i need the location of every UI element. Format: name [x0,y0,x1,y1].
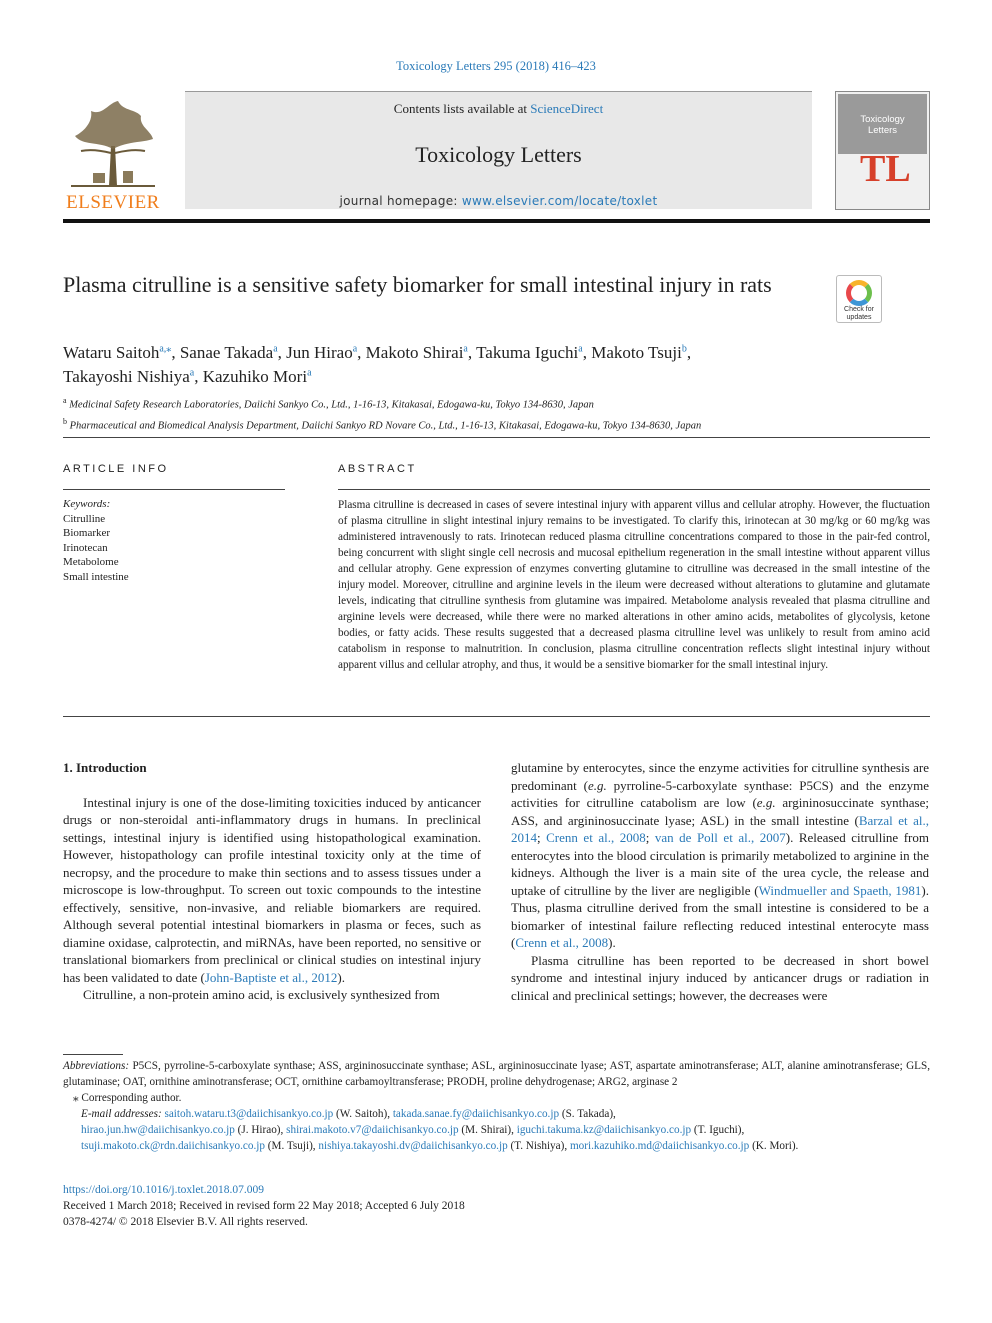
elsevier-tree-logo[interactable] [63,91,181,213]
author-affiliation-marker[interactable]: a,⁎ [159,343,172,355]
keyword: Biomarker [63,527,111,539]
elsevier-wordmark: ELSEVIER [66,192,160,213]
keywords-rule [63,489,285,490]
email-footnote [63,1106,930,1154]
corresponding-author-note: ⁎ Corresponding author. [73,1092,182,1104]
email-link[interactable]: hirao.jun.hw@daiichisankyo.co.jp [81,1124,235,1136]
text-run: Intestinal injury is one of the dose-limiting toxicities induced by anticancer drugs or non-steroidal anti-inflammatory drugs in humans. In preclinical settings, intestinal injury is identified using histopathological examination. However, histopathology can profile intestinal toxicity only at the time of necropsy, and the procedure to make thin sections and to assess tissues under a microscope is low-throughput. To screen out toxic compounds to the intestine effectively, sensitive, non-invasive, and reliable biomarkers are required. Although several potential intestinal biomarkers in plasma or feces, such as diamine oxidase, calprotectin, and miRNAs, have been reported, no sensitive or translational biomarkers from preclinical or clinical studies on intestinal injury has been validated to date ( [63,794,481,985]
keyword: Metabolome [63,556,119,568]
check-updates-label-2: updates [846,314,872,321]
article-meta [63,1182,930,1230]
homepage-prefix: journal homepage: [339,194,462,208]
abstract-text: Plasma citrulline is decreased in cases of severe intestinal injury with apparent villus and cellular atrophy. However, the fluctuation of plasma citrulline in slight intestinal injury remains to be investigated. To clarify this, irinotecan at 30 mg/kg or 60 mg/kg was administered intravenously to rats. Irinotecan reduced plasma citrulline concentrations compared to those in the pair-fed control, being concurrent with slight single cell necrosis and mucosal epithelium regeneration in the small intestine without apparent villus and cellular atrophy. Gene expression of enzymes converting glutamine to citrulline was decreased in the small intestine of the injury model. Moreover, citrulline and arginine levels in the ileum were decreased without alterations to glutamine and glutamate levels, indicating that citrulline synthesis from glutamine was impaired. Metabolome analysis revealed that plasma citrulline and arginine levels were decreased, while there were no marked alterations in other amino acids, metabolites of glycolysis, ketone bodies, or fatty acids. These results suggested that a decreased plasma citrulline level was unlikely to result from amino acid catabolism in response to malnutrition. In conclusion, plasma citrulline concentration reflects slight intestinal injury without apparent villus and cellular atrophy, and thus, it would be a sensitive biomarker for the small intestinal injury. [338,499,930,671]
reference-link[interactable]: Crenn et al., 2008 [515,935,609,950]
author-name[interactable]: Takuma Iguchi [476,343,579,362]
author-name[interactable]: Makoto Tsuji [591,343,682,362]
check-updates-label-1: Check for [844,306,874,313]
author-affiliation-marker[interactable]: a [463,343,468,355]
abbreviations-text: P5CS, pyrroline-5-carboxylate synthase; ASS, argininosuccinate synthase; ASL, argininosuccinate lyase; AST, aspartate aminotransferase; ALT, alanine aminotransferase; GLS, glutaminase; OAT, ornithine aminotransferase; OCT, ornithine carbamoyltransferase; PRODH, proline dehydrogenase; ARG2, arginase 2 [63,1060,930,1088]
author-separator: , [467,343,477,362]
affiliation-a [63,393,923,414]
text-run: argininosuccinate synthase; ASS, and argininosuccinate lyase; ASL) in the small intestine ( [511,795,929,828]
keyword: Small intestine [63,570,129,583]
reference-link[interactable]: Barzal et al., 2014 [511,812,929,845]
email-link[interactable]: nishiya.takayoshi.dv@daiichisankyo.co.jp [318,1140,508,1152]
journal-citation[interactable]: Toxicology Letters 295 (2018) 416–423 [396,59,596,73]
keywords-block [63,497,285,584]
check-updates-icon [846,280,872,306]
body-column-left [63,759,481,1004]
journal-title: Toxicology Letters [415,142,582,167]
author-name[interactable]: Makoto Shirai [365,343,464,362]
affiliations [63,393,923,434]
email-link[interactable]: shirai.makoto.v7@daiichisankyo.co.jp [286,1124,459,1136]
author-separator: , [194,367,203,386]
reference-link[interactable]: John-Baptiste et al., 2012 [204,969,338,985]
affiliation-b [63,414,923,435]
email-owner: (M. Shirai), [458,1124,517,1136]
divider [63,716,930,717]
cover-tl-logo: TL [860,148,911,190]
sciencedirect-link[interactable]: ScienceDirect [530,101,604,116]
paragraph: Plasma citrulline has been reported to be decreased in short bowel syndrome and intestinal injury induced by anticancer drugs or radiation in clinical and preclinical settings; however, the decreases were [511,952,929,1003]
paragraph [511,759,929,952]
text-run: ). Released citrulline from enterocytes into the blood circulation is primarily metabolized to arginine in the kidneys. Although the liver is a main site of the urea cycle, the release and uptake of citrulline by the liver are negligible ( [511,830,929,898]
text-run: ). [608,935,616,950]
keyword: Irinotecan [63,541,108,554]
author-affiliation-marker[interactable]: a [578,343,583,355]
contents-prefix: Contents lists available at [393,101,531,116]
reference-link[interactable]: Windmueller and Spaeth, 1981 [758,882,922,898]
author-separator: , [582,343,592,362]
author-affiliation-marker[interactable]: a [352,343,358,355]
text-run: ; [645,830,655,845]
copyright: 0378-4274/ © 2018 Elsevier B.V. All rights reserved. [63,1216,308,1228]
reference-link[interactable]: Crenn et al., 2008 [546,830,646,845]
email-owner: (K. Mori). [749,1140,799,1152]
text-run: ). Thus, plasma citrulline derived from the small intestine is considered to be a biomarker of intestinal failure reflecting reduced intestinal enterocyte mass ( [511,882,929,950]
email-label: E-mail addresses: [81,1108,162,1120]
author-affiliation-marker[interactable]: a [273,343,278,355]
journal-header [63,91,930,225]
abbreviations-label: Abbreviations: [63,1060,130,1072]
text-run: ; [537,830,547,845]
article-title: Plasma citrulline is a sensitive safety biomarker for small intestinal injury in rats [63,272,772,297]
author-separator: , [277,343,287,362]
homepage-line [185,194,812,208]
cover-title-line-2: Letters [867,125,898,136]
footnote-rule [63,1054,123,1055]
email-link[interactable]: tsuji.makoto.ck@rdn.daiichisankyo.co.jp [81,1140,265,1152]
email-owner: (J. Hirao), [234,1124,287,1136]
affiliation-marker: b [63,416,67,426]
keywords-label: Keywords: [63,498,111,510]
footnotes [63,1058,930,1154]
author-affiliation-marker[interactable]: b [681,343,687,355]
homepage-link[interactable]: www.elsevier.com/locate/toxlet [461,194,658,208]
abbreviations-footnote [63,1058,930,1090]
text-run: e.g. [756,795,776,810]
abstract-heading: ABSTRACT [338,463,417,475]
author-affiliation-marker[interactable]: a [189,367,195,379]
author-list [63,341,923,389]
author-name[interactable]: Kazuhiko Mori [202,367,308,386]
author-name[interactable]: Wataru Saitoh [63,343,160,362]
text-run: glutamine by enterocytes, since the enzyme activities for citrulline synthesis are predominant ( [511,760,929,793]
text-run: e.g. [587,777,607,793]
email-link[interactable]: saitoh.wataru.t3@daiichisankyo.co.jp [164,1108,334,1120]
paragraph [63,794,481,987]
author-separator: , [357,343,366,362]
email-link[interactable]: takada.sanae.fy@daiichisankyo.co.jp [392,1108,560,1120]
abstract-rule [338,489,930,490]
email-link[interactable]: iguchi.takuma.kz@daiichisankyo.co.jp [516,1124,692,1136]
header-rule [63,219,930,223]
author-separator: , [686,343,692,362]
author-affiliation-marker[interactable]: a [307,367,312,379]
body-column-right [511,759,929,1004]
reference-link[interactable]: van de Poll et al., 2007 [654,830,786,845]
affiliation-text: Medicinal Safety Research Laboratories, Daiichi Sankyo Co., Ltd., 1-16-13, Kitakasai, Edogawa-ku, Tokyo 134-8630, Japan [69,399,594,411]
author-name[interactable]: Sanae Takada [179,343,274,362]
divider [63,437,930,438]
received-dates: Received 1 March 2018; Received in revised form 22 May 2018; Accepted 6 July 2018 [63,1200,465,1212]
paragraph: Citrulline, a non-protein amino acid, is exclusively synthesized from [83,987,440,1002]
email-owner: (W. Saitoh), [333,1108,393,1120]
introduction-heading: 1. Introduction [63,760,147,775]
author-name[interactable]: Takayoshi Nishiya [63,367,190,386]
author-separator: , [171,343,180,362]
article-info-heading: ARTICLE INFO [63,463,169,475]
cover-title [838,114,927,136]
journal-banner [185,91,812,209]
affiliation-text: Pharmaceutical and Biomedical Analysis Department, Daiichi Sankyo RD Novare Co., Ltd., 1-16-13, Kitakasai, Edogawa-ku, Tokyo 134-8630, Japan [69,420,702,431]
text-run: ). [337,969,345,985]
check-for-updates-badge[interactable] [836,275,882,323]
doi-link[interactable]: https://doi.org/10.1016/j.toxlet.2018.07.009 [63,1184,265,1196]
author-name[interactable]: Jun Hirao [286,343,353,362]
email-owner: (T. Nishiya), [507,1140,570,1152]
text-run: pyrroline-5-carboxylate synthase: P5CS) and the enzyme activities for citrulline catabolism are low ( [511,777,929,810]
email-owner: (S. Takada), [559,1108,616,1120]
tree-icon [63,91,163,191]
contents-line [185,101,812,117]
journal-cover[interactable] [835,91,930,210]
email-owner: (M. Tsuji), [265,1140,319,1152]
affiliation-marker: a [63,396,67,405]
email-link[interactable]: mori.kazuhiko.md@daiichisankyo.co.jp [569,1140,750,1152]
cover-title-line-1: Toxicology [860,114,905,125]
keyword: Citrulline [63,512,106,525]
email-owner: (T. Iguchi), [691,1124,745,1136]
